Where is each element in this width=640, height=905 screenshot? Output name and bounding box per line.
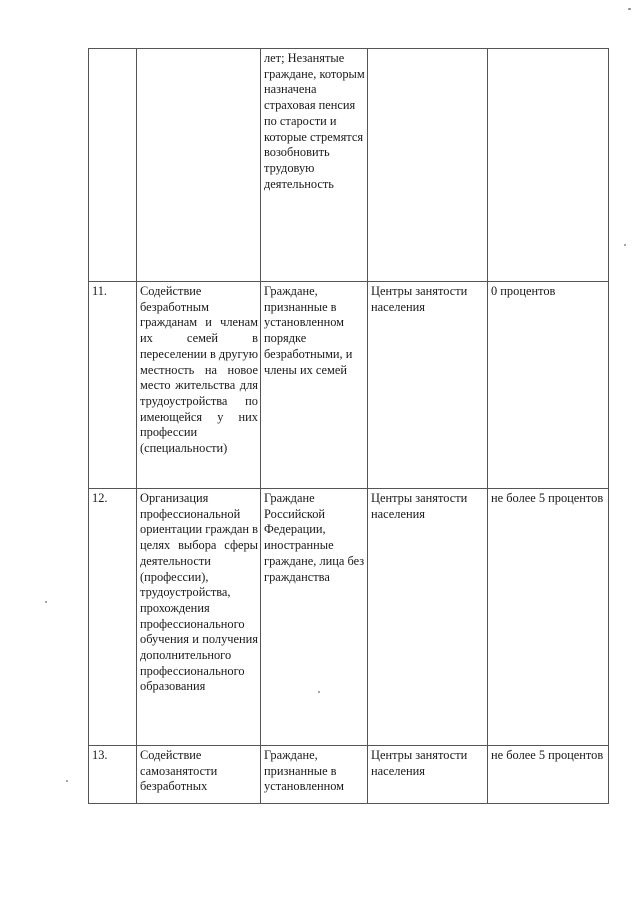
scan-speck — [628, 8, 631, 10]
scan-speck — [66, 780, 68, 782]
recipient-category: лет; Незанятые граждане, которым назначена страховая пенсия по старости и которые стремятся возобновить трудовую деятельность — [261, 49, 368, 282]
table-row — [89, 746, 609, 804]
table-row — [89, 489, 609, 746]
share-value: не более 5 процентов — [488, 746, 609, 804]
recipient-category: Граждане, признанные в установленном порядке безработными, и члены их семей — [261, 282, 368, 489]
service-name: Содействие безработным гражданам и членам их семей в переселении в другую местность на новое место жительства для трудоустройства по имеющейся у них профессии (специальности) — [137, 282, 261, 489]
services-table — [88, 48, 609, 804]
row-number — [89, 49, 137, 282]
share-value — [488, 49, 609, 282]
row-number: 13. — [89, 746, 137, 804]
service-provider — [368, 49, 488, 282]
service-provider: Центры занятости населения — [368, 489, 488, 746]
service-provider: Центры занятости населения — [368, 746, 488, 804]
recipient-category: Граждане, признанные в установленном — [261, 746, 368, 804]
share-value: 0 процентов — [488, 282, 609, 489]
share-value: не более 5 процентов — [488, 489, 609, 746]
row-number: 11. — [89, 282, 137, 489]
row-number: 12. — [89, 489, 137, 746]
recipient-category: Граждане Российской Федерации, иностранные граждане, лица без гражданства — [261, 489, 368, 746]
service-name: Содействие самозанятости безработных — [137, 746, 261, 804]
service-name: Организация профессиональной ориентации граждан в целях выбора сферы деятельности (профессии), трудоустройства, прохождения профессионального обучения и получения дополнительного профессионального образования — [137, 489, 261, 746]
table-row — [89, 49, 609, 282]
service-name — [137, 49, 261, 282]
service-provider: Центры занятости населения — [368, 282, 488, 489]
scan-speck — [45, 601, 47, 603]
scan-speck — [318, 691, 320, 693]
scan-speck — [624, 244, 626, 246]
table-row — [89, 282, 609, 489]
